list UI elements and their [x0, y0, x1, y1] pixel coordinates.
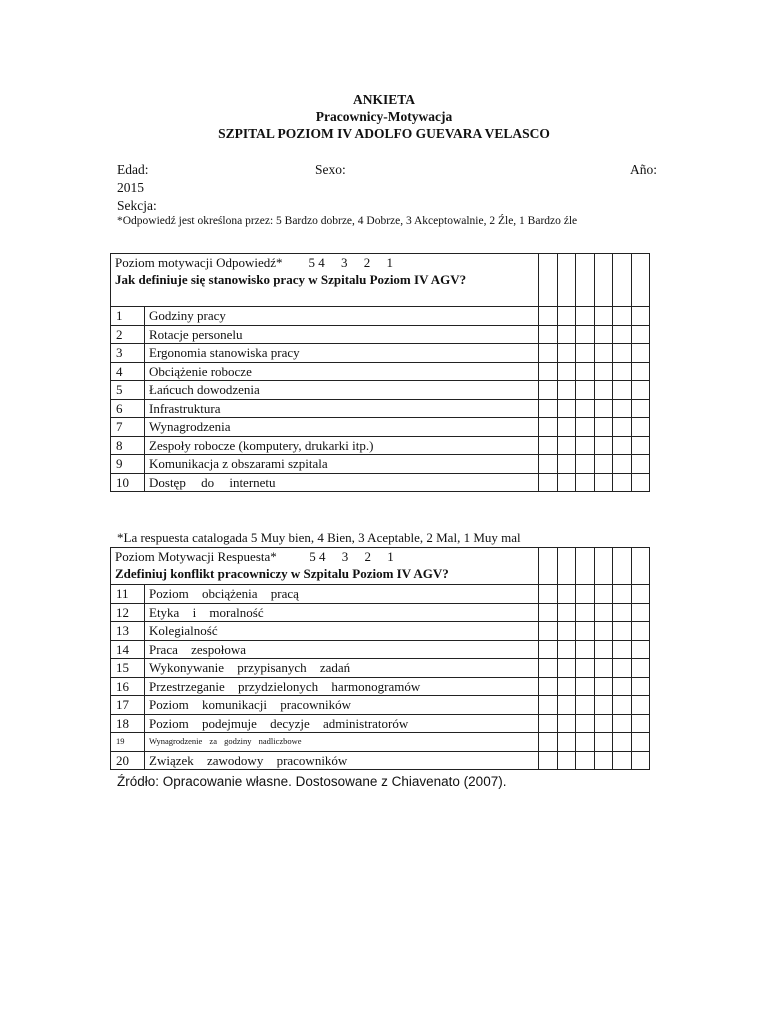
score-cell[interactable]	[539, 436, 558, 455]
score-cell[interactable]	[613, 733, 632, 752]
item-number: 3	[111, 344, 145, 363]
table-row	[111, 714, 650, 733]
score-cell[interactable]	[576, 362, 595, 381]
score-cell[interactable]	[613, 548, 632, 585]
table-header-cell	[111, 254, 539, 307]
score-cell[interactable]	[576, 640, 595, 659]
document-title	[0, 91, 768, 142]
table-row	[111, 473, 650, 492]
score-cell[interactable]	[594, 659, 613, 678]
score-cell[interactable]	[613, 473, 632, 492]
table-row	[111, 677, 650, 696]
item-label: Infrastruktura	[145, 399, 539, 418]
score-cell[interactable]	[576, 714, 595, 733]
item-label: Przestrzeganie przydzielonych harmonogramów	[145, 677, 539, 696]
score-cell[interactable]	[613, 751, 632, 770]
score-cell[interactable]	[576, 696, 595, 715]
score-cell[interactable]	[576, 659, 595, 678]
table-row	[111, 733, 650, 752]
item-label: Wynagrodzenia	[145, 418, 539, 437]
score-cell[interactable]	[613, 307, 632, 326]
title-line-1: ANKIETA	[352, 92, 415, 107]
item-label: Zespoły robocze (komputery, drukarki itp.)	[145, 436, 539, 455]
score-cell[interactable]	[576, 585, 595, 604]
score-cell[interactable]	[539, 362, 558, 381]
item-label: Wykonywanie przypisanych zadań	[145, 659, 539, 678]
score-cell[interactable]	[539, 381, 558, 400]
score-cell[interactable]	[594, 714, 613, 733]
score-cell[interactable]	[557, 344, 576, 363]
item-label: Związek zawodowy pracowników	[145, 751, 539, 770]
score-cell[interactable]	[539, 418, 558, 437]
score-cell[interactable]	[539, 399, 558, 418]
source-note: Źródło: Opracowanie własne. Dostosowane z Chiavenato (2007).	[117, 774, 507, 789]
score-cell[interactable]	[557, 325, 576, 344]
score-cell[interactable]	[539, 585, 558, 604]
score-cell[interactable]	[557, 455, 576, 474]
table-row	[111, 418, 650, 437]
scale-note-es: *La respuesta catalogada 5 Muy bien, 4 Bien, 3 Aceptable, 2 Mal, 1 Muy mal	[117, 530, 521, 545]
score-cell[interactable]	[631, 325, 650, 344]
score-cell[interactable]	[539, 622, 558, 641]
score-cell[interactable]	[594, 307, 613, 326]
scale-note-pl: *Odpowiedź jest określona przez: 5 Bardzo dobrze, 4 Dobrze, 3 Akceptowalnie, 2 Źle, 1 Bardzo źle	[117, 215, 578, 227]
score-cell[interactable]	[594, 325, 613, 344]
score-cell[interactable]	[576, 455, 595, 474]
item-label: Kolegialność	[145, 622, 539, 641]
score-cell[interactable]	[594, 696, 613, 715]
item-label: Poziom obciążenia pracą	[145, 585, 539, 604]
score-cell[interactable]	[594, 473, 613, 492]
title-line-2: Pracownicy-Motywacja	[315, 109, 453, 124]
score-cell[interactable]	[557, 473, 576, 492]
score-cell[interactable]	[576, 381, 595, 400]
score-cell[interactable]	[613, 455, 632, 474]
score-cell[interactable]	[557, 603, 576, 622]
score-cell[interactable]	[557, 418, 576, 437]
score-cell[interactable]	[631, 473, 650, 492]
score-cell[interactable]	[557, 640, 576, 659]
score-cell[interactable]	[539, 659, 558, 678]
score-cell[interactable]	[576, 307, 595, 326]
survey-table-1	[110, 253, 650, 492]
score-cell[interactable]	[594, 640, 613, 659]
score-cell[interactable]	[594, 254, 613, 307]
item-label: Łańcuch dowodzenia	[145, 381, 539, 400]
table-row	[111, 751, 650, 770]
score-cell[interactable]	[557, 677, 576, 696]
score-cell[interactable]	[613, 696, 632, 715]
score-cell[interactable]	[631, 362, 650, 381]
score-cell[interactable]	[613, 622, 632, 641]
score-cell[interactable]	[557, 751, 576, 770]
question-2: Zdefiniuj konflikt pracowniczy w Szpitalu Poziom IV AGV?	[115, 566, 449, 581]
score-cell[interactable]	[613, 436, 632, 455]
ano-label: Año:	[630, 162, 657, 177]
item-number: 16	[111, 677, 145, 696]
score-cell[interactable]	[594, 455, 613, 474]
score-cell[interactable]	[594, 585, 613, 604]
question-1: Jak definiuje się stanowisko pracy w Szpitalu Poziom IV AGV?	[115, 272, 467, 287]
item-number: 11	[111, 585, 145, 604]
score-cell[interactable]	[557, 585, 576, 604]
score-cell[interactable]	[557, 622, 576, 641]
score-cell[interactable]	[594, 548, 613, 585]
score-cell[interactable]	[539, 254, 558, 307]
item-number: 7	[111, 418, 145, 437]
score-cell[interactable]	[576, 254, 595, 307]
table-row	[111, 381, 650, 400]
score-cell[interactable]	[576, 677, 595, 696]
item-number: 15	[111, 659, 145, 678]
score-cell[interactable]	[557, 659, 576, 678]
score-cell[interactable]	[576, 418, 595, 437]
table-row	[111, 362, 650, 381]
score-cell[interactable]	[576, 733, 595, 752]
item-label: Dostęp do internetu	[145, 473, 539, 492]
score-cell[interactable]	[613, 714, 632, 733]
score-cell[interactable]	[594, 677, 613, 696]
table-header-row	[111, 254, 650, 307]
score-cell[interactable]	[557, 436, 576, 455]
score-cell[interactable]	[557, 307, 576, 326]
score-cell[interactable]	[631, 640, 650, 659]
score-cell[interactable]	[576, 436, 595, 455]
score-cell[interactable]	[539, 325, 558, 344]
score-cell[interactable]	[613, 399, 632, 418]
item-label: Praca zespołowa	[145, 640, 539, 659]
score-cell[interactable]	[613, 640, 632, 659]
score-cell[interactable]	[613, 585, 632, 604]
score-cell[interactable]	[539, 733, 558, 752]
year-value: 2015	[117, 180, 144, 195]
table-row	[111, 344, 650, 363]
score-cell[interactable]	[631, 751, 650, 770]
score-cell[interactable]	[613, 659, 632, 678]
item-number: 6	[111, 399, 145, 418]
score-cell[interactable]	[631, 714, 650, 733]
score-cell[interactable]	[557, 714, 576, 733]
table-header-cell	[111, 548, 539, 585]
score-cell[interactable]	[539, 714, 558, 733]
score-cell[interactable]	[631, 455, 650, 474]
score-cell[interactable]	[576, 603, 595, 622]
score-cell[interactable]	[539, 344, 558, 363]
score-cell[interactable]	[631, 307, 650, 326]
score-cell[interactable]	[557, 362, 576, 381]
score-cell[interactable]	[631, 254, 650, 307]
item-number: 12	[111, 603, 145, 622]
table-row	[111, 603, 650, 622]
score-cell[interactable]	[594, 733, 613, 752]
score-cell[interactable]	[594, 751, 613, 770]
score-cell[interactable]	[631, 436, 650, 455]
score-cell[interactable]	[613, 418, 632, 437]
score-cell[interactable]	[631, 548, 650, 585]
score-cell[interactable]	[557, 548, 576, 585]
score-cell[interactable]	[539, 307, 558, 326]
score-cell[interactable]	[594, 418, 613, 437]
sexo-label: Sexo:	[315, 162, 346, 177]
score-cell[interactable]	[631, 418, 650, 437]
table-header-row	[111, 548, 650, 585]
table-row	[111, 436, 650, 455]
item-number: 8	[111, 436, 145, 455]
item-label: Obciążenie robocze	[145, 362, 539, 381]
scale-header: Poziom Motywacji Respuesta* 5 4 3 2 1	[115, 549, 394, 564]
score-cell[interactable]	[576, 548, 595, 585]
item-label: Godziny pracy	[145, 307, 539, 326]
score-cell[interactable]	[539, 696, 558, 715]
scale-header: Poziom motywacji Odpowiedź* 5 4 3 2 1	[115, 255, 394, 270]
score-cell[interactable]	[576, 399, 595, 418]
score-cell[interactable]	[539, 473, 558, 492]
title-line-3: SZPITAL POZIOM IV ADOLFO GUEVARA VELASCO	[218, 126, 550, 141]
score-cell[interactable]	[557, 696, 576, 715]
item-label: Poziom komunikacji pracowników	[145, 696, 539, 715]
score-cell[interactable]	[557, 381, 576, 400]
score-cell[interactable]	[631, 659, 650, 678]
item-number: 1	[111, 307, 145, 326]
score-cell[interactable]	[539, 751, 558, 770]
table-row	[111, 696, 650, 715]
score-cell[interactable]	[631, 585, 650, 604]
item-label: Rotacje personelu	[145, 325, 539, 344]
score-cell[interactable]	[594, 362, 613, 381]
table-row	[111, 640, 650, 659]
score-cell[interactable]	[576, 473, 595, 492]
item-number: 4	[111, 362, 145, 381]
score-cell[interactable]	[594, 436, 613, 455]
respondent-info	[117, 161, 657, 215]
item-label: Ergonomia stanowiska pracy	[145, 344, 539, 363]
item-number: 5	[111, 381, 145, 400]
score-cell[interactable]	[594, 622, 613, 641]
item-number: 13	[111, 622, 145, 641]
table-row	[111, 399, 650, 418]
score-cell[interactable]	[631, 344, 650, 363]
item-number: 10	[111, 473, 145, 492]
score-cell[interactable]	[631, 733, 650, 752]
score-cell[interactable]	[613, 254, 632, 307]
edad-label: Edad:	[117, 162, 149, 177]
table-row	[111, 325, 650, 344]
item-number: 20	[111, 751, 145, 770]
score-cell[interactable]	[539, 640, 558, 659]
score-cell[interactable]	[576, 344, 595, 363]
sekcja-label: Sekcja:	[117, 198, 157, 213]
score-cell[interactable]	[631, 677, 650, 696]
table-row	[111, 307, 650, 326]
score-cell[interactable]	[613, 344, 632, 363]
item-number: 19	[111, 733, 145, 752]
item-label: Poziom podejmuje decyzje administratorów	[145, 714, 539, 733]
score-cell[interactable]	[594, 381, 613, 400]
score-cell[interactable]	[576, 325, 595, 344]
item-number: 2	[111, 325, 145, 344]
score-cell[interactable]	[594, 344, 613, 363]
item-label: Etyka i moralność	[145, 603, 539, 622]
score-cell[interactable]	[576, 622, 595, 641]
item-label: Wynagrodzenie za godziny nadliczbowe	[145, 733, 539, 752]
item-number: 14	[111, 640, 145, 659]
score-cell[interactable]	[539, 455, 558, 474]
score-cell[interactable]	[539, 548, 558, 585]
table-row	[111, 585, 650, 604]
score-cell[interactable]	[631, 399, 650, 418]
item-number: 17	[111, 696, 145, 715]
table-row	[111, 622, 650, 641]
score-cell[interactable]	[576, 751, 595, 770]
score-cell[interactable]	[557, 254, 576, 307]
score-cell[interactable]	[631, 603, 650, 622]
score-cell[interactable]	[594, 399, 613, 418]
score-cell[interactable]	[557, 399, 576, 418]
score-cell[interactable]	[613, 362, 632, 381]
score-cell[interactable]	[539, 677, 558, 696]
score-cell[interactable]	[557, 733, 576, 752]
item-label: Komunikacja z obszarami szpitala	[145, 455, 539, 474]
score-cell[interactable]	[613, 603, 632, 622]
table-row	[111, 455, 650, 474]
item-number: 18	[111, 714, 145, 733]
score-cell[interactable]	[631, 381, 650, 400]
score-cell[interactable]	[613, 325, 632, 344]
score-cell[interactable]	[539, 603, 558, 622]
score-cell[interactable]	[631, 696, 650, 715]
score-cell[interactable]	[594, 603, 613, 622]
score-cell[interactable]	[613, 677, 632, 696]
score-cell[interactable]	[631, 622, 650, 641]
score-cell[interactable]	[613, 381, 632, 400]
item-number: 9	[111, 455, 145, 474]
table-row	[111, 659, 650, 678]
survey-table-2	[110, 547, 650, 770]
